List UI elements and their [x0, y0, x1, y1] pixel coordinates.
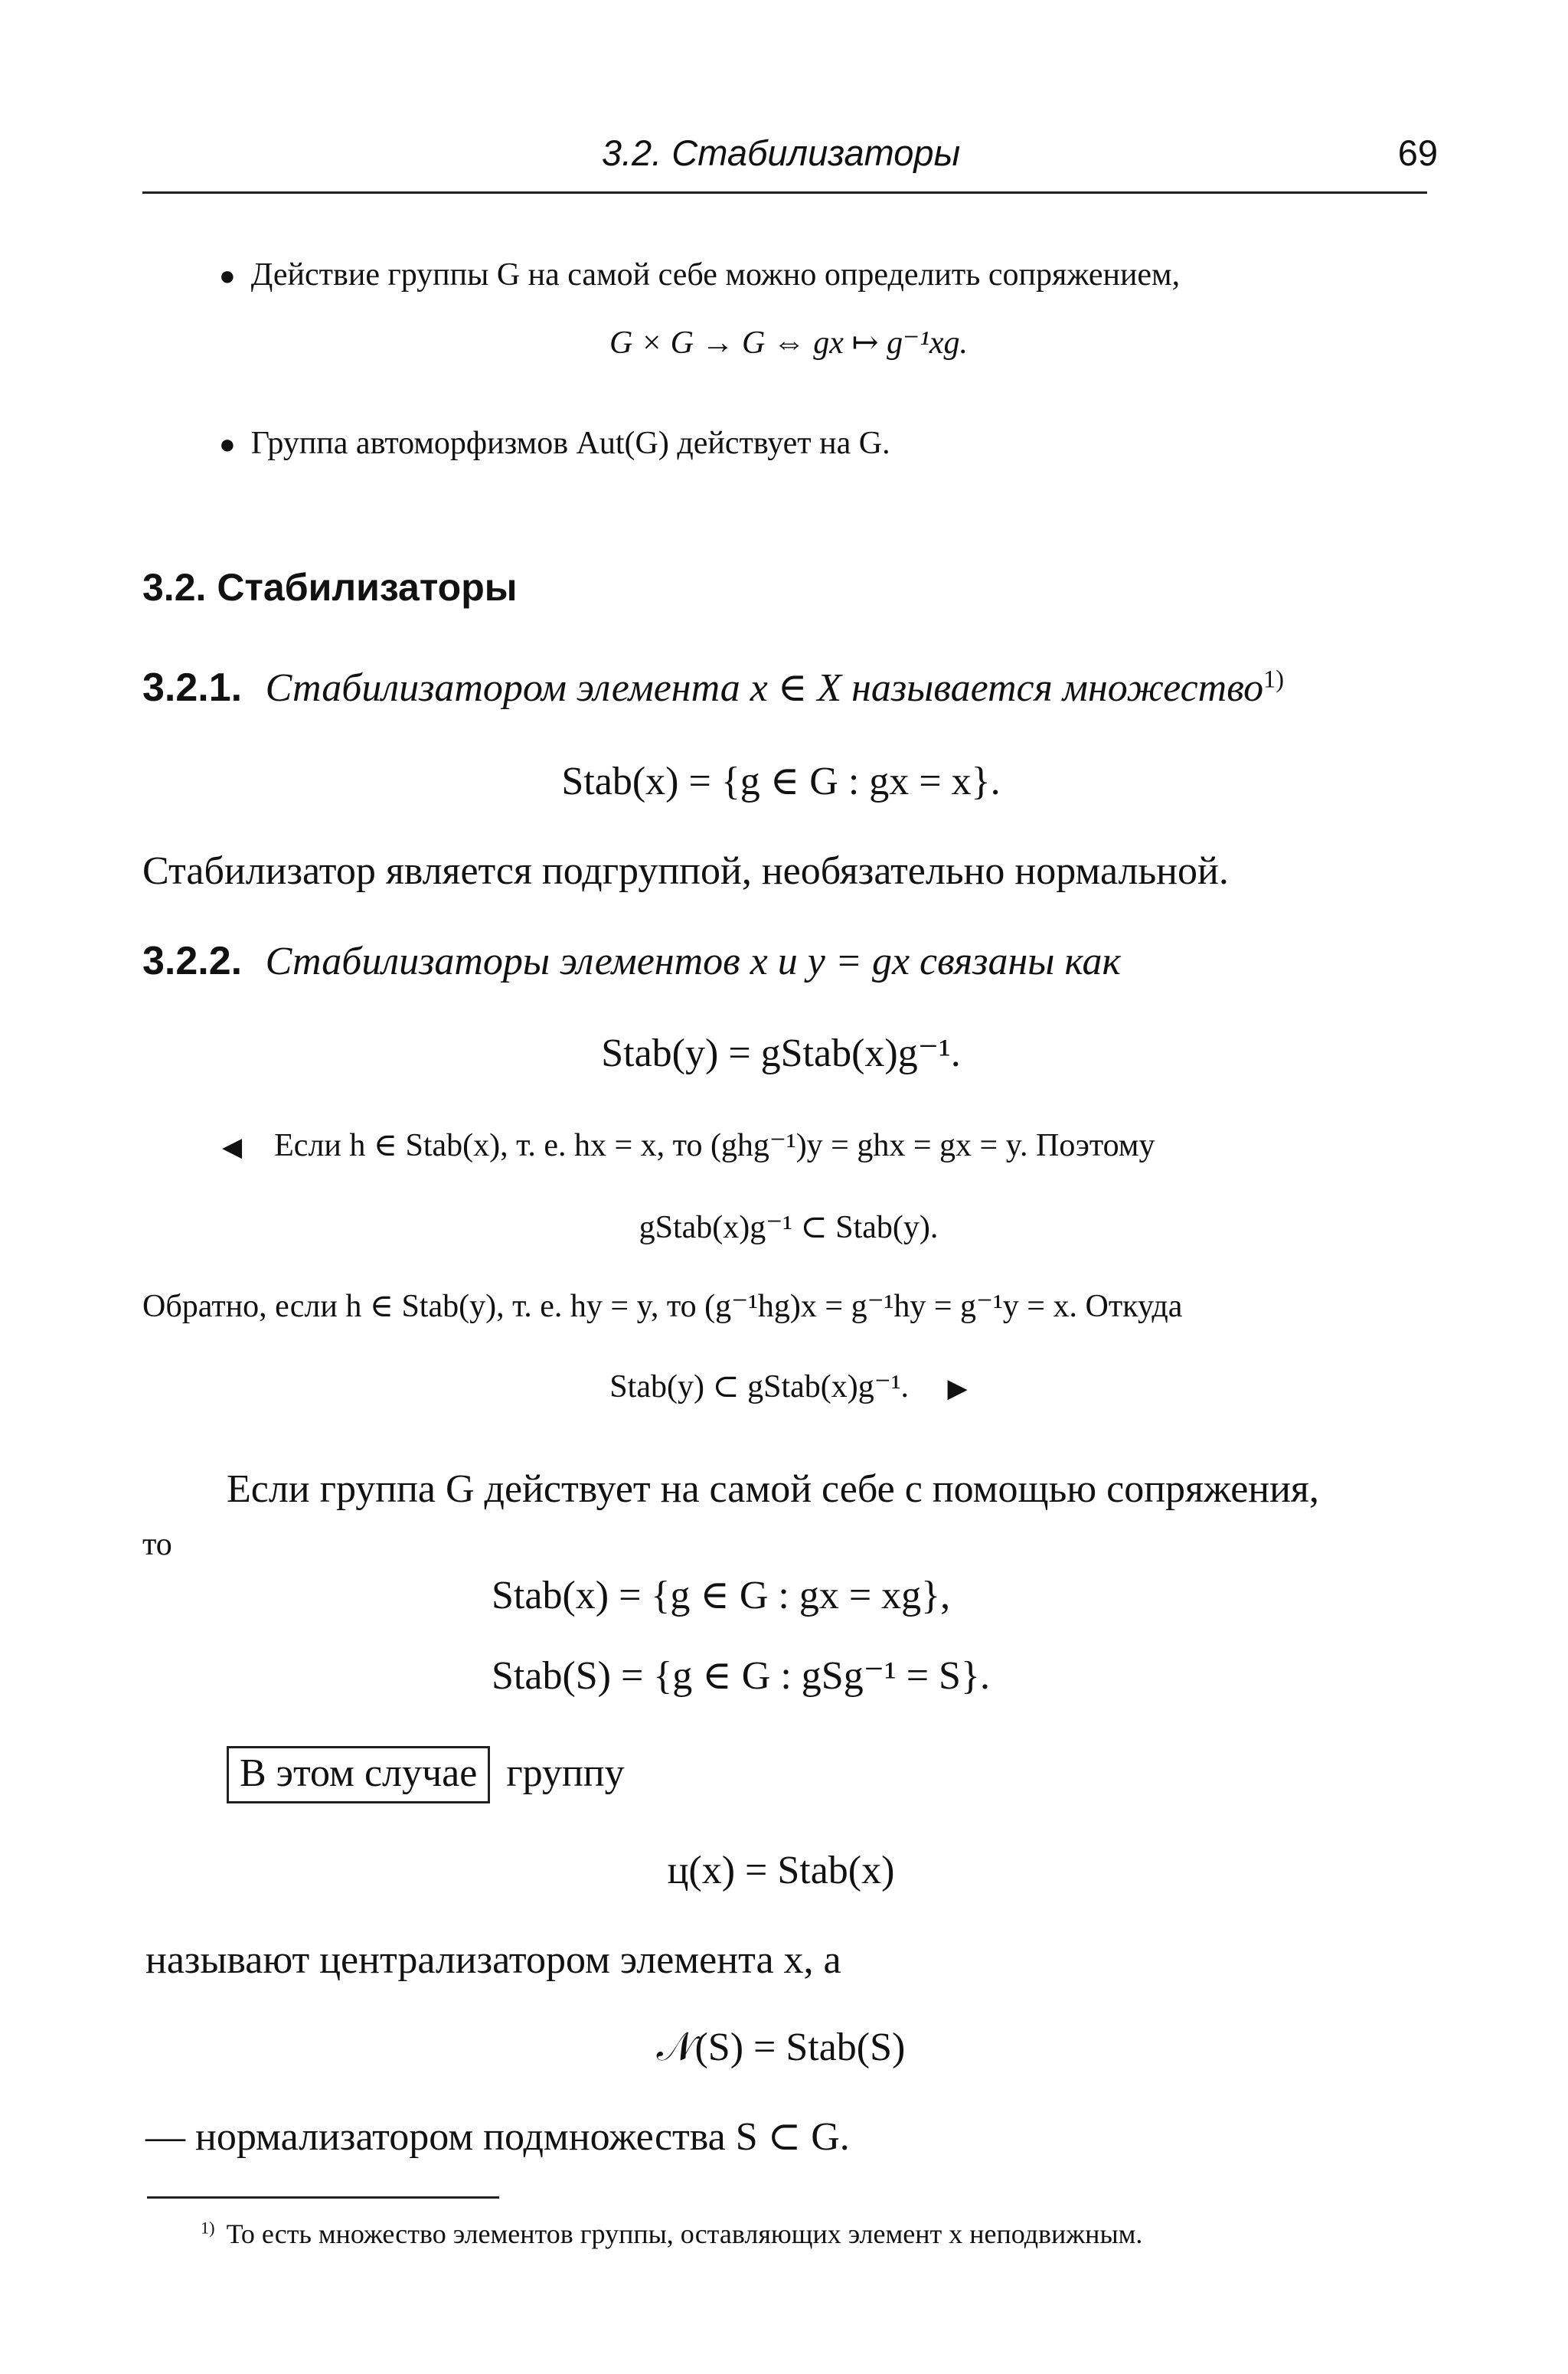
proof-formula-1: gStab(x)g⁻¹ ⊂ Stab(y).: [639, 1210, 939, 1245]
proof-start-icon: ◀: [222, 1133, 243, 1162]
section-number: 3.2.: [142, 566, 207, 609]
conjugation-paragraph: Если группа G действует на самой себе с помощью сопряжения,: [227, 1467, 1319, 1511]
bullet-item-automorphisms: [219, 425, 890, 462]
formula-centralizer-set: Stab(x) = {g ∈ G : gx = xg},: [492, 1574, 951, 1617]
definition-3-2-1: [142, 665, 1284, 711]
proof-formula-2: [459, 1367, 1118, 1405]
centralizer-definition: называют централизатором элемента x, а: [145, 1938, 841, 1982]
boxed-continuation: группу: [506, 1751, 625, 1795]
stabilizer-remark: Стабилизатор является подгруппой, необязательно нормальной.: [142, 849, 1229, 893]
proof-text: Если h ∈ Stab(x), т. е. hx = x, то (ghg⁻¹)y = ghx = gx = y. Поэтому: [274, 1128, 1155, 1163]
definition-text: Стабилизатором элемента x ∈ X называется множество: [265, 666, 1264, 710]
footnote-mark: 1): [201, 2218, 215, 2238]
item-number: 3.2.2.: [142, 939, 243, 983]
running-header-title: 3.2. Стабилизаторы: [601, 132, 961, 173]
section-title: Стабилизаторы: [217, 566, 518, 609]
section-heading: [142, 565, 517, 610]
formula-stab-y: Stab(y) = gStab(x)g⁻¹.: [601, 1032, 961, 1075]
bullet-icon: ●: [219, 429, 236, 459]
footnote-text: То есть множество элементов группы, оставляющих элемент x неподвижным.: [226, 2219, 1143, 2249]
boxed-phrase-line: [227, 1751, 625, 1796]
page-number: 69: [1397, 132, 1438, 173]
bullet-text: Группа автоморфизмов Aut(G) действует на G.: [250, 426, 890, 461]
proposition-3-2-2: [142, 938, 1121, 984]
formula-conjugation-map: G × G → G ⇔ gx ↦ g⁻¹xg.: [609, 325, 969, 361]
formula-centralizer: ц(x) = Stab(x): [667, 1849, 895, 1892]
conjugation-continuation: то: [142, 1527, 172, 1562]
footnote: [201, 2218, 1142, 2250]
footnote-mark: 1): [1263, 665, 1284, 693]
footnote-rule: [147, 2196, 499, 2199]
bullet-item-conjugation: [219, 257, 1180, 293]
boxed-phrase: В этом случае: [227, 1746, 490, 1803]
formula-stab-x: Stab(x) = {g ∈ G : gx = x}.: [561, 760, 1001, 803]
bullet-icon: ●: [219, 260, 236, 291]
formula-normalizer-set: Stab(S) = {g ∈ G : gSg⁻¹ = S}.: [492, 1654, 990, 1698]
bullet-text: Действие группы G на самой себе можно определить сопряжением,: [250, 257, 1181, 293]
proposition-text: Стабилизаторы элементов x и y = gx связаны как: [265, 940, 1121, 983]
proof-line-1: [222, 1126, 1155, 1164]
proof-formula-text: Stab(y) ⊂ gStab(x)g⁻¹.: [609, 1369, 910, 1404]
normalizer-definition: — нормализатором подмножества S ⊂ G.: [145, 2115, 850, 2159]
header-rule: [142, 191, 1427, 194]
proof-line-2: Обратно, если h ∈ Stab(y), т. е. hy = y, то (g⁻¹hg)x = g⁻¹hy = g⁻¹y = x. Откуда: [142, 1289, 1183, 1324]
formula-normalizer: 𝒩(S) = Stab(S): [656, 2026, 906, 2069]
proof-end-icon: ▶: [947, 1375, 968, 1403]
item-number: 3.2.1.: [142, 665, 243, 710]
